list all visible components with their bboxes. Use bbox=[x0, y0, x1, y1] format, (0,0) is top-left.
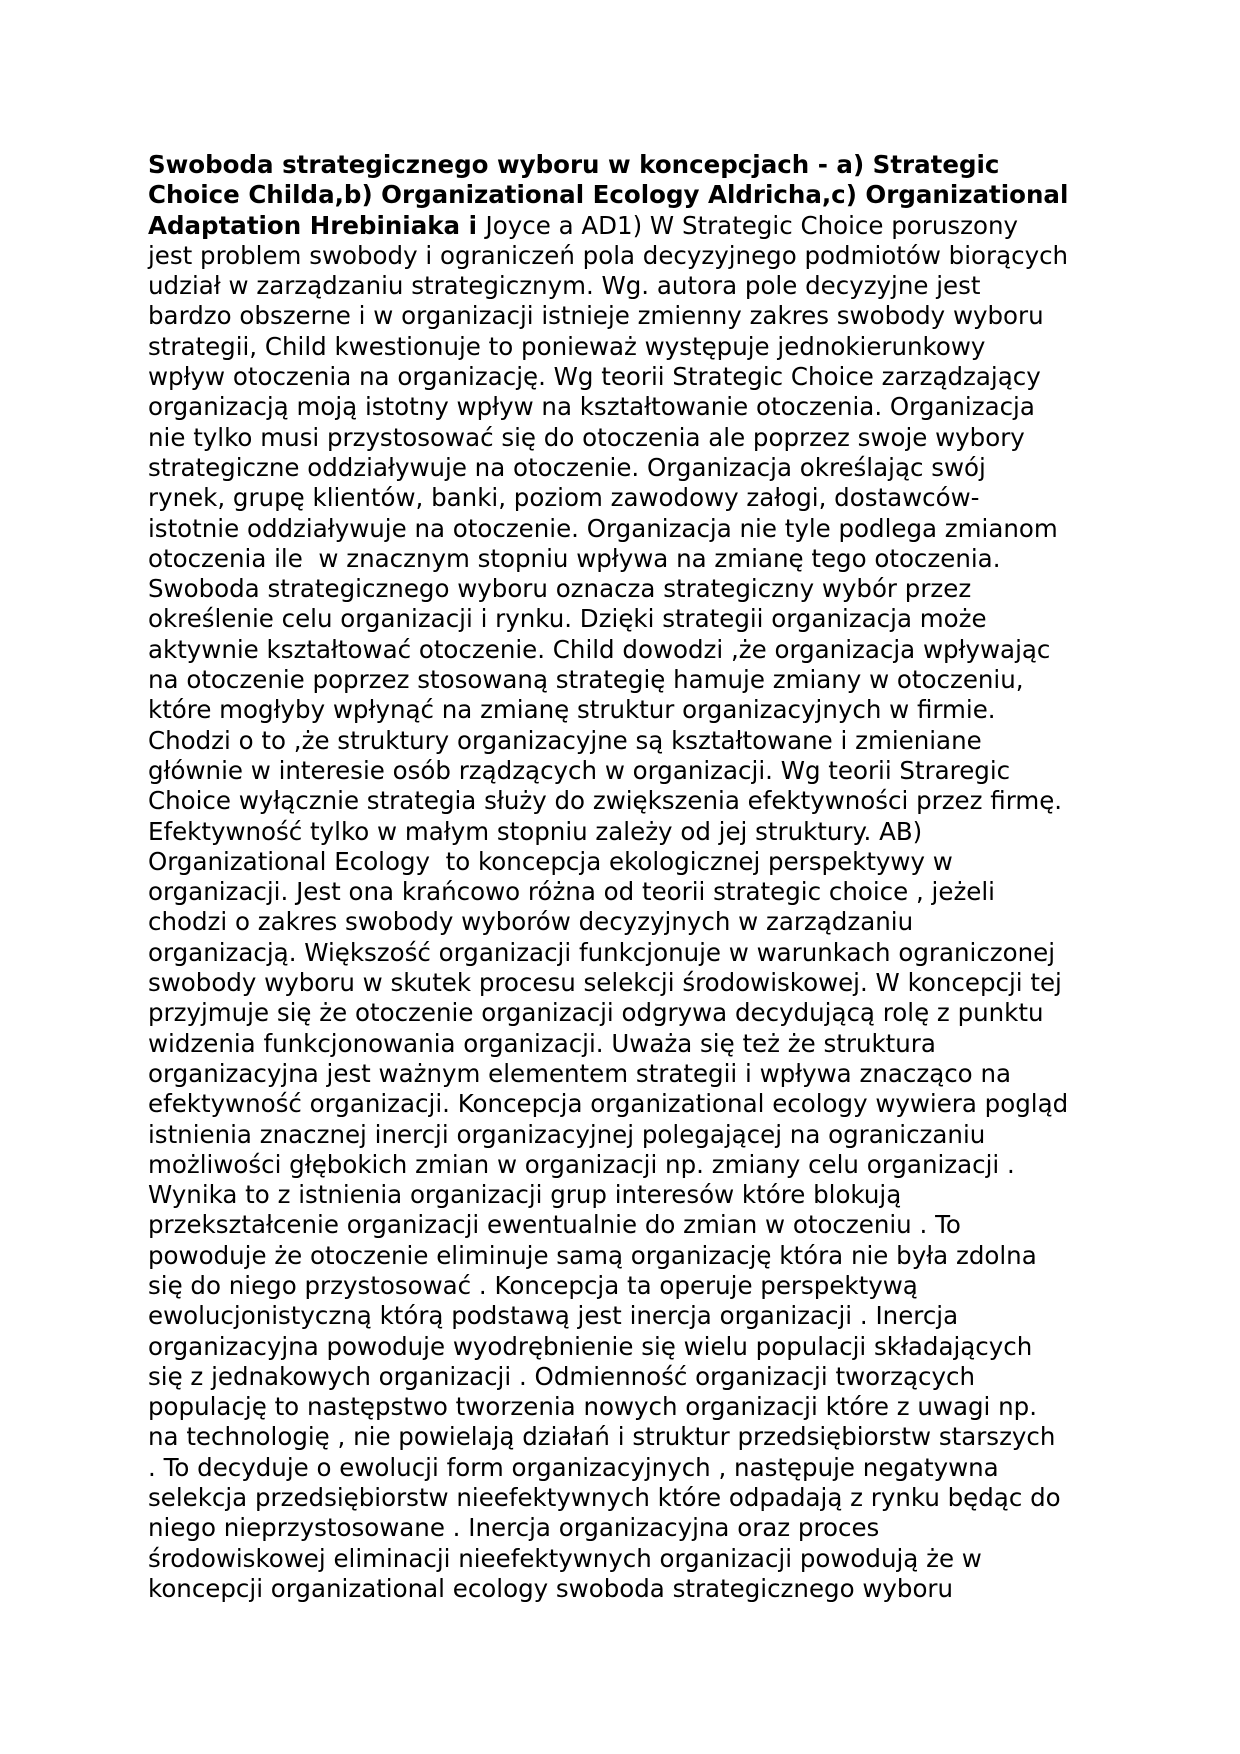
text-line bbox=[148, 847, 1108, 877]
text-line bbox=[148, 726, 1108, 756]
body-text: Swoboda strategicznego wyboru oznacza strategiczny wybór przez bbox=[148, 574, 972, 604]
text-line bbox=[148, 604, 1108, 634]
body-text: wpływ otoczenia na organizację. Wg teorii Strategic Choice zarządzający bbox=[148, 362, 1041, 392]
text-line bbox=[148, 877, 1108, 907]
body-text: Choice wyłącznie strategia służy do zwiększenia efektywności przez firmę. bbox=[148, 786, 1063, 816]
text-line bbox=[148, 817, 1108, 847]
text-line bbox=[148, 1392, 1108, 1422]
body-text: organizacją moją istotny wpływ na kształtowanie otoczenia. Organizacja bbox=[148, 392, 1035, 422]
body-text: Organizational Ecology to koncepcja ekologicznej perspektywy w bbox=[148, 846, 953, 876]
text-line bbox=[148, 1089, 1108, 1119]
body-text: nie tylko musi przystosować się do otoczenia ale poprzez swoje wybory bbox=[148, 422, 1025, 452]
body-text: powoduje że otoczenie eliminuje samą organizację która nie była zdolna bbox=[148, 1240, 1037, 1270]
text-line bbox=[148, 423, 1108, 453]
text-line bbox=[148, 1332, 1108, 1362]
body-text: efektywność organizacji. Koncepcja organizational ecology wywiera pogląd bbox=[148, 1089, 1069, 1119]
text-line bbox=[148, 635, 1108, 665]
body-text: niego nieprzystosowane . Inercja organizacyjna oraz proces bbox=[148, 1513, 880, 1543]
text-line bbox=[148, 1513, 1108, 1543]
text-line bbox=[148, 301, 1108, 331]
text-line bbox=[148, 574, 1108, 604]
body-text: na technologię , nie powielają działań i struktur przedsiębiorstw starszych bbox=[148, 1422, 1056, 1452]
text-line bbox=[148, 514, 1108, 544]
body-text: jest problem swobody i ograniczeń pola decyzyjnego podmiotów biorących bbox=[148, 240, 1069, 270]
text-line bbox=[148, 1210, 1108, 1240]
text-line bbox=[148, 1029, 1108, 1059]
body-text: strategii, Child kwestionuje to ponieważ występuje jednokierunkowy bbox=[148, 331, 986, 361]
body-text: organizacyjna jest ważnym elementem strategii i wpływa znacząco na bbox=[148, 1058, 1012, 1088]
text-line bbox=[148, 1120, 1108, 1150]
text-line bbox=[148, 150, 1108, 180]
body-text: się z jednakowych organizacji . Odmienność organizacji tworzących bbox=[148, 1361, 976, 1391]
body-text: Efektywność tylko w małym stopniu zależy od jej struktury. AB) bbox=[148, 816, 923, 846]
body-text: aktywnie kształtować otoczenie. Child dowodzi ,że organizacja wpływając bbox=[148, 634, 1051, 664]
body-text: organizacją. Większość organizacji funkcjonuje w warunkach ograniczonej bbox=[148, 937, 1056, 967]
text-line bbox=[148, 1574, 1108, 1604]
body-text: istotnie oddziaływuje na otoczenie. Organizacja nie tyle podlega zmianom bbox=[148, 513, 1058, 543]
body-text: przekształcenie organizacji ewentualnie do zmian w otoczeniu . To bbox=[148, 1210, 961, 1240]
text-line bbox=[148, 392, 1108, 422]
text-line bbox=[148, 211, 1108, 241]
text-line bbox=[148, 1362, 1108, 1392]
body-text: udział w zarządzaniu strategicznym. Wg. autora pole decyzyjne jest bbox=[148, 271, 981, 301]
body-text: bardzo obszerne i w organizacji istnieje zmienny zakres swobody wyboru bbox=[148, 301, 1044, 331]
text-line bbox=[148, 998, 1108, 1028]
body-text: istnienia znacznej inercji organizacyjnej polegającej na ograniczaniu bbox=[148, 1119, 986, 1149]
body-text: ewolucjonistyczną którą podstawą jest inercja organizacji . Inercja bbox=[148, 1301, 959, 1331]
text-line bbox=[148, 241, 1108, 271]
body-text: koncepcji organizational ecology swoboda strategicznego wyboru bbox=[148, 1573, 954, 1603]
bold-heading-text: Swoboda strategicznego wyboru w koncepcjach - a) Strategic bbox=[148, 150, 1000, 179]
text-line bbox=[148, 695, 1108, 725]
text-line bbox=[148, 1241, 1108, 1271]
body-text: możliwości głębokich zmian w organizacji np. zmiany celu organizacji . bbox=[148, 1149, 1015, 1179]
text-line bbox=[148, 332, 1108, 362]
text-line bbox=[148, 756, 1108, 786]
text-line bbox=[148, 1059, 1108, 1089]
body-text: selekcja przedsiębiorstw nieefektywnych które odpadają z rynku będąc do bbox=[148, 1483, 1061, 1513]
text-line bbox=[148, 968, 1108, 998]
text-line bbox=[148, 362, 1108, 392]
text-line bbox=[148, 544, 1108, 574]
text-line bbox=[148, 1271, 1108, 1301]
text-line bbox=[148, 483, 1108, 513]
text-line bbox=[148, 1301, 1108, 1331]
body-text: . To decyduje o ewolucji form organizacyjnych , następuje negatywna bbox=[148, 1452, 999, 1482]
text-line bbox=[148, 786, 1108, 816]
body-text: głównie w interesie osób rządzących w organizacji. Wg teorii Straregic bbox=[148, 755, 1011, 785]
document-body bbox=[148, 150, 1108, 1604]
body-text: organizacyjna powoduje wyodrębnienie się wielu populacji składających bbox=[148, 1331, 1033, 1361]
body-text: Chodzi o to ,że struktury organizacyjne są kształtowane i zmieniane bbox=[148, 725, 982, 755]
body-text: organizacji. Jest ona krańcowo różna od teorii strategic choice , jeżeli bbox=[148, 877, 995, 907]
text-line bbox=[148, 271, 1108, 301]
text-line bbox=[148, 1422, 1108, 1452]
body-text: się do niego przystosować . Koncepcja ta operuje perspektywą bbox=[148, 1270, 918, 1300]
text-line bbox=[148, 1544, 1108, 1574]
text-line bbox=[148, 665, 1108, 695]
body-text: określenie celu organizacji i rynku. Dzięki strategii organizacja może bbox=[148, 604, 987, 634]
body-text: chodzi o zakres swobody wyborów decyzyjnych w zarządzaniu bbox=[148, 907, 914, 937]
bold-heading-text: Choice Childa,b) Organizational Ecology Aldricha,c) Organizational bbox=[148, 180, 1069, 210]
bold-heading-text: Adaptation Hrebiniaka i bbox=[148, 210, 486, 240]
body-text: strategiczne oddziaływuje na otoczenie. Organizacja określając swój bbox=[148, 452, 986, 482]
body-text: widzenia funkcjonowania organizacji. Uważa się też że struktura bbox=[148, 1028, 936, 1058]
body-text: na otoczenie poprzez stosowaną strategię hamuje zmiany w otoczeniu, bbox=[148, 665, 1024, 695]
text-line bbox=[148, 453, 1108, 483]
text-line bbox=[148, 1453, 1108, 1483]
text-line bbox=[148, 1180, 1108, 1210]
body-text: otoczenia ile w znacznym stopniu wpływa na zmianę tego otoczenia. bbox=[148, 543, 1001, 573]
body-text: swobody wyboru w skutek procesu selekcji środowiskowej. W koncepcji tej bbox=[148, 968, 1062, 998]
body-text: populację to następstwo tworzenia nowych organizacji które z uwagi np. bbox=[148, 1392, 1037, 1422]
body-text: rynek, grupę klientów, banki, poziom zawodowy załogi, dostawców- bbox=[148, 483, 980, 513]
body-text: Joyce a AD1) W Strategic Choice poruszony bbox=[485, 210, 1019, 240]
body-text: które mogłyby wpłynąć na zmianę struktur organizacyjnych w firmie. bbox=[148, 695, 996, 725]
body-text: Wynika to z istnienia organizacji grup interesów które blokują bbox=[148, 1180, 902, 1210]
text-line bbox=[148, 938, 1108, 968]
text-line bbox=[148, 1150, 1108, 1180]
body-text: środowiskowej eliminacji nieefektywnych organizacji powodują że w bbox=[148, 1543, 982, 1573]
body-text: przyjmuje się że otoczenie organizacji odgrywa decydującą rolę z punktu bbox=[148, 998, 1044, 1028]
text-line bbox=[148, 1483, 1108, 1513]
text-line bbox=[148, 180, 1108, 210]
text-line bbox=[148, 907, 1108, 937]
